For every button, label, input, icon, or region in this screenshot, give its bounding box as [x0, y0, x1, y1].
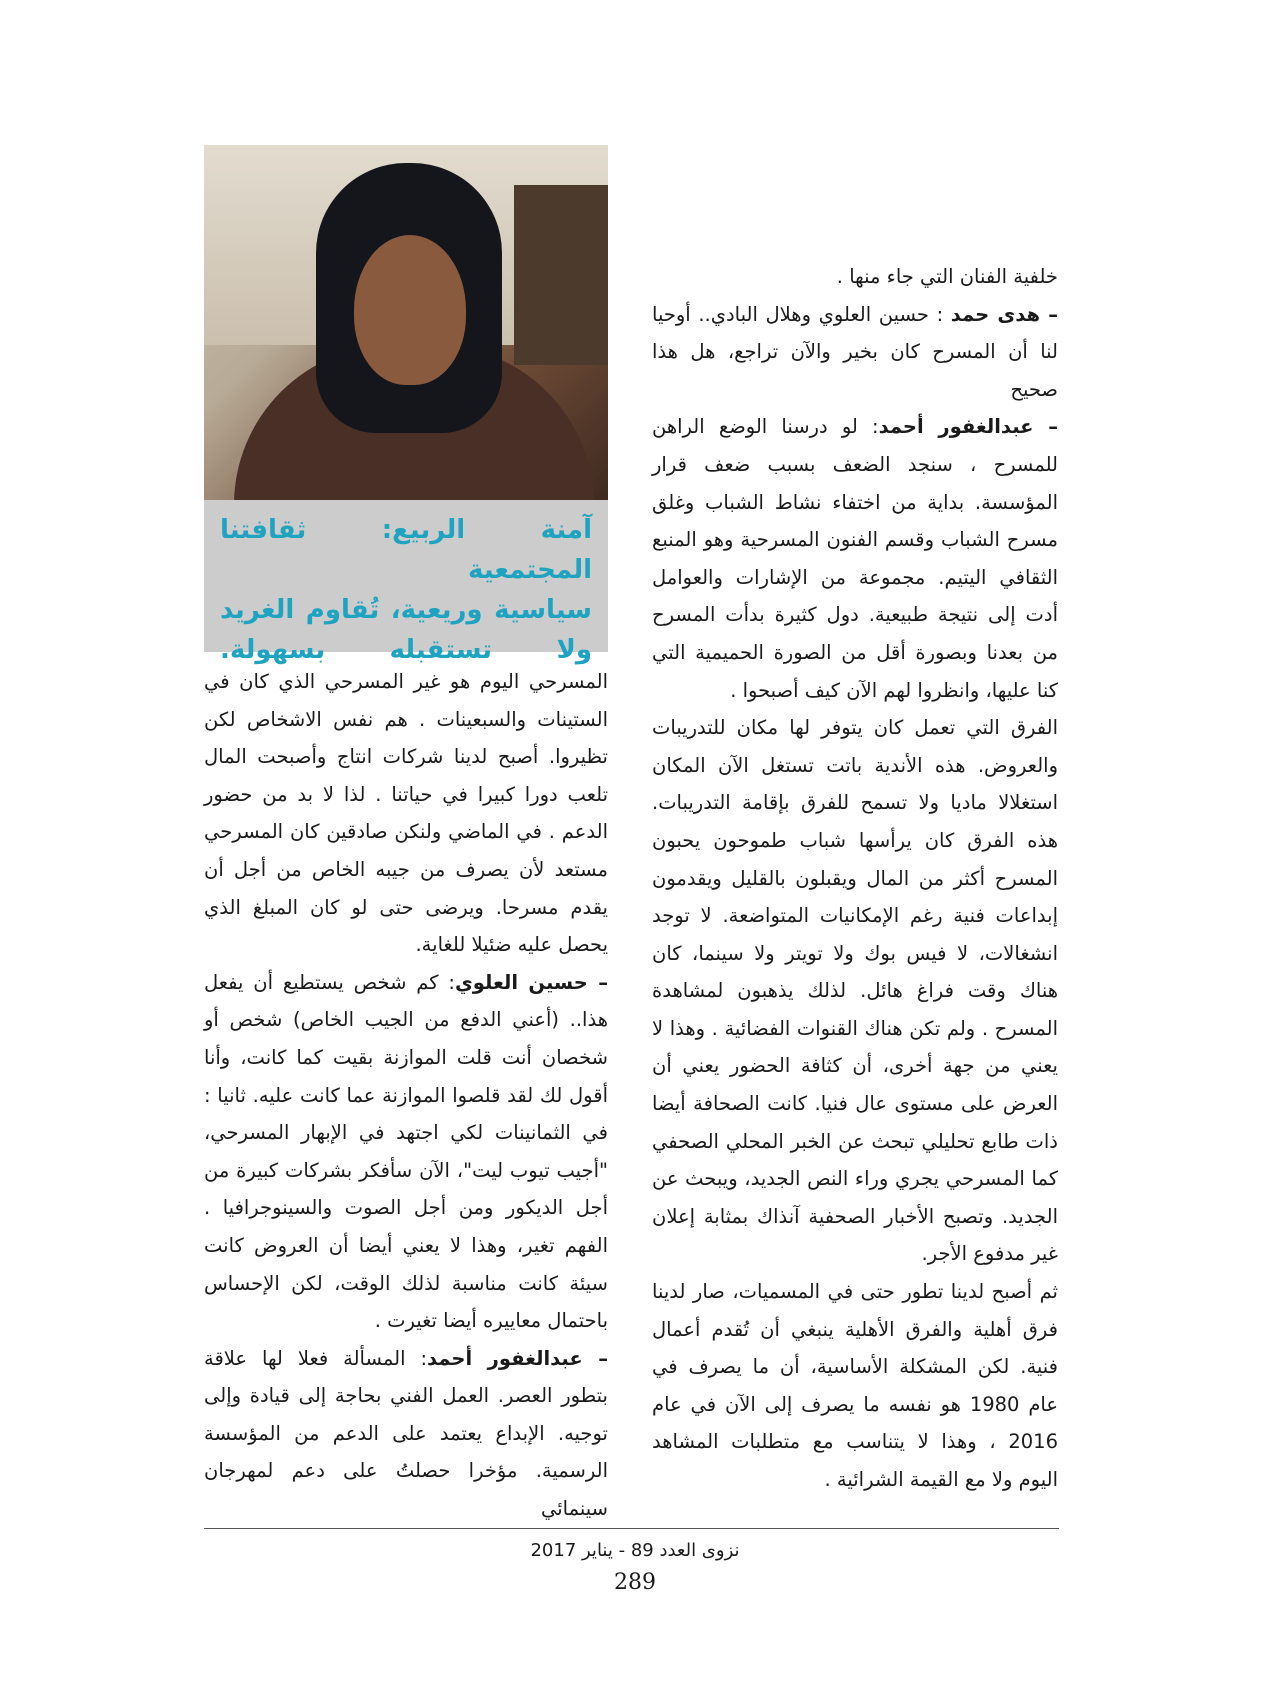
paragraph-text: ثم أصبح لدينا تطور حتى في المسميات، صار لدينا فرق أهلية والفرق الأهلية ينبغي أن تُقدم أعمال فنية. لكن المشكلة الأساسية، أن ما يصرف في عام 1980 هو نفسه ما يصرف إلى الآن في عام 2016 ، وهذا لا يتناسب مع متطلبات المشاهد اليوم ولا مع القيمة الشرائية .	[652, 1280, 1058, 1491]
footer-divider	[204, 1528, 1059, 1529]
paragraph	[652, 296, 1058, 409]
paragraph-text: الفرق التي تعمل كان يتوفر لها مكان للتدريبات والعروض. هذه الأندية باتت تستغل الآن المكان استغلالا ماديا ولا تسمح للفرق بإقامة التدريبات. هذه الفرق كان يرأسها شباب طموحون يحبون المسرح أكثر من المال ويقبلون بالقليل ويقدمون إبداعات فنية رغم الإمكانيات المتواضعة. لا توجد انشغالات، لا فيس بوك ولا تويتر ولا سينما، كان هناك وقت فراغ هائل. لذلك يذهبون لمشاهدة المسرح . ولم تكن هناك القنوات الفضائية . وهذا لا يعني من جهة أخرى، أن كثافة الحضور يعني أن العرض على مستوى عال فنيا. كانت الصحافة أيضا ذات طابع تحليلي تبحث عن الخبر المحلي الصحفي كما المسرحي يجري وراء النص الجديد، ويبحث عن الجديد. وتصبح الأخبار الصحفية آنذاك بمثابة إعلان غير مدفوع الأجر.	[652, 716, 1058, 1266]
paragraph	[652, 408, 1058, 709]
caption-line: آمنة الربيع: ثقافتنا المجتمعية	[220, 515, 592, 585]
left-text-column	[204, 663, 608, 1528]
speaker-name: – حسين العلوي	[454, 970, 608, 994]
paragraph-text: : المسألة فعلا لها علاقة بتطور العصر. العمل الفني بحاجة إلى قيادة وإلى توجيه. الإبداع يعتمد على الدعم من المؤسسة الرسمية. مؤخرا حصلتُ على دعم لمهرجان سينمائي	[204, 1346, 608, 1521]
pull-quote-caption	[204, 500, 608, 665]
paragraph-text: : حسين العلوي وهلال البادي.. أوحيا لنا أن المسرح كان بخير والآن تراجع، هل هذا صحيح	[652, 302, 1058, 401]
page-number: 289	[614, 1570, 656, 1595]
paragraph	[652, 709, 1058, 1273]
paragraph-text: : كم شخص يستطيع أن يفعل هذا.. (أعني الدفع من الجيب الخاص) شخص أو شخصان أنت قلت الموازنة بقيت كما كانت، وأنا أقول لك لقد قلصوا الموازنة عما كانت عليه. ثانيا : في الثمانينات لكي اجتهد في الإبهار المسرحي، "أجيب تيوب ليت"، الآن سأفكر بشركات كبيرة من أجل الديكور ومن أجل الصوت والسينوجرافيا . الفهم تغير، وهذا لا يعني أيضا أن العروض كانت سيئة كانت مناسبة لذلك الوقت، لكن الإحساس باحتمال معاييره أيضا تغيرت .	[204, 970, 608, 1333]
paragraph-text: المسرحي اليوم هو غير المسرحي الذي كان في الستينات والسبعينات . هم نفس الاشخاص لكن تظيروا. أصبح لدينا شركات انتاج وأصبحت المال تلعب دورا كبيرا في حياتنا . لذا لا بد من حضور الدعم . في الماضي ولنكن صادقين كان المسرحي مستعد لأن يصرف من جيبه الخاص من أجل أن يقدم مسرحا. ويرضى حتى لو كان المبلغ الذي يحصل عليه ضئيلا للغاية.	[204, 670, 608, 957]
speaker-name: – هدى حمد	[950, 302, 1058, 326]
photo-subject-face	[354, 235, 466, 385]
right-text-column	[652, 258, 1058, 1499]
speaker-name: – عبدالغفور أحمد	[878, 415, 1058, 439]
issue-line: نزوى العدد 89 - يناير 2017	[530, 1540, 740, 1561]
caption-line: ولا تستقبله بسهولة.	[220, 635, 592, 665]
portrait-photo	[204, 145, 608, 500]
paragraph	[204, 663, 608, 964]
caption-line: سياسية وريعية، تُقاوم الغريد	[220, 595, 592, 625]
paragraph-text: خلفية الفنان التي جاء منها .	[836, 265, 1058, 288]
speaker-name: – عبدالغفور أحمد	[427, 1346, 609, 1370]
paragraph	[204, 1340, 608, 1528]
paragraph	[652, 1273, 1058, 1499]
paragraph-text: : لو درسنا الوضع الراهن للمسرح ، سنجد الضعف بسبب ضعف قرار المؤسسة. بداية من اختفاء نشاط الشباب وغلق مسرح الشباب وقسم الفنون المسرحية وهو المنبع الثقافي اليتيم. مجموعة من الإشارات والعوامل أدت إلى نتيجة طبيعية. دول كثيرة بدأت المسرح من بعدنا وبصورة أقل من الصورة الحميمية التي كنا عليها، وانظروا لهم الآن كيف أصبحوا .	[652, 415, 1058, 702]
paragraph	[204, 964, 608, 1340]
photo-bookshelf	[514, 185, 608, 365]
paragraph	[652, 258, 1058, 296]
